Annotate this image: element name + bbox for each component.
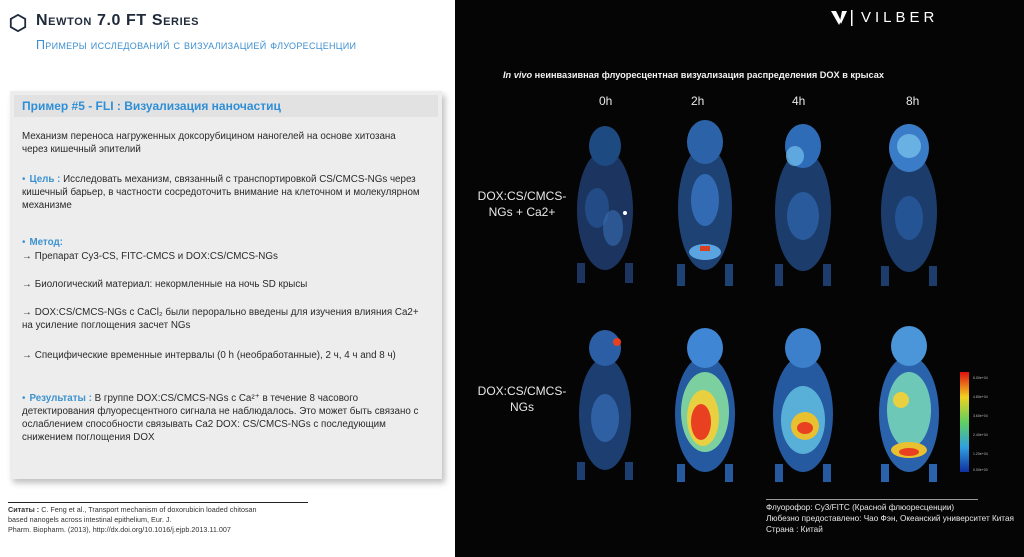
method-item-text: Биологический материал: некормленные на ночь SD крысы [34, 279, 308, 290]
method-item [22, 349, 424, 362]
colorbar-tick: 1.20e+04 [973, 452, 988, 456]
time-label-2h: 2h [691, 94, 705, 108]
colorbar-tick: 0.00e+00 [973, 468, 988, 472]
country-text: Страна : Китай [766, 525, 823, 534]
example-card [10, 91, 442, 479]
bullet-icon: • [22, 393, 26, 404]
fluorophore-text: Флуорофор: Cy3/FITC (Красной флюоресценции) [766, 503, 955, 512]
rat-image-row1-4h [765, 116, 841, 290]
method-item [22, 250, 424, 263]
citation-line: C. Feng et al., Transport mechanism of doxorubicin loaded chitosan [41, 505, 257, 514]
vilber-logo [830, 9, 990, 27]
arrow-icon: → [22, 350, 32, 361]
citation [8, 502, 308, 535]
results-label: Результаты : [29, 393, 92, 404]
bullet-icon: • [22, 237, 26, 248]
left-panel [0, 0, 455, 557]
citation-line: based nanogels across intestinal epithelium, Eur. J. [8, 515, 172, 524]
colorbar-tick: 3.60e+04 [973, 414, 988, 418]
citation-line: Pharm. Biopharm. (2013), http://dx.doi.org/10.1016/j.ejpb.2013.11.007 [8, 525, 231, 534]
footer-divider [766, 499, 978, 500]
time-label-8h: 8h [906, 94, 920, 108]
method-item [22, 306, 424, 332]
rat-image-row2-2h [667, 322, 743, 484]
method-item [22, 278, 424, 291]
figure-title-rest: неинвазивная флуоресцентная визуализация распределения DOX в крысах [532, 70, 884, 80]
colorbar-tick: 2.40e+04 [973, 433, 988, 437]
method-item-text: DOX:CS/CMCS-NGs с CaCl₂ были перорально введены для изучения влияния Ca2+ на усиление поглощения засчет NGs [22, 307, 419, 331]
rat-image-row1-0h [567, 118, 643, 288]
rat-image-row2-8h [871, 320, 947, 484]
vilber-logo-icon [830, 9, 856, 27]
page-title: Newton 7.0 FT Series [36, 12, 200, 29]
results-paragraph [22, 392, 424, 444]
time-label-0h: 0h [599, 94, 613, 108]
figure-title [503, 70, 884, 80]
hexagon-icon [9, 14, 27, 32]
logo-text: VILBER [861, 9, 939, 26]
time-label-4h: 4h [792, 94, 806, 108]
colorbar-tick: 6.00e+04 [973, 376, 988, 380]
page-subtitle: Примеры исследований с визуализацией флуоресценции [36, 38, 357, 52]
arrow-icon: → [22, 251, 32, 262]
courtesy-text: Любезно предоставлено: Чао Фэн, Океанский университет Китая [766, 514, 1014, 523]
arrow-icon: → [22, 307, 32, 318]
goal-text: Исследовать механизм, связанный с транспортировкой CS/CMCS-NGs через кишечный барьер, в частности сосредоточить внимание на клеточном и молекулярном механизме [22, 174, 420, 211]
method-item-text: Препарат Cy3-CS, FITC-CMCS и DOX:CS/CMCS-NGs [34, 251, 278, 262]
colorbar [960, 372, 969, 472]
row-label-ca: DOX:CS/CMCS-NGs + Ca2+ [477, 189, 567, 219]
colorbar-tick: 4.80e+04 [973, 395, 988, 399]
card-intro: Механизм переноса нагруженных доксорубицином наногелей на основе хитозана через кишечный эпителий [22, 131, 396, 155]
figure-title-italic: In vivo [503, 70, 533, 80]
arrow-icon: → [22, 279, 32, 290]
rat-image-row1-8h [871, 118, 947, 290]
goal-paragraph [22, 173, 424, 212]
results-text: В группе DOX:CS/CMCS-NGs с Ca²⁺ в течение 8 часового детектирования флуоресцентного сигнала не наблюдалось. Это может быть связано с ослаблением способности связывать Ca2 DOX: CS/CMCS-NGs с последующим снижением поглощения DOX [22, 393, 419, 443]
citation-label: Ситаты : [8, 505, 40, 514]
method-label: Метод: [29, 237, 63, 248]
rat-image-row1-2h [667, 112, 743, 290]
right-panel [455, 0, 1024, 557]
row-label-plain: DOX:CS/CMCS-NGs [477, 384, 567, 414]
rat-image-row2-4h [765, 322, 841, 484]
method-heading [22, 236, 424, 249]
card-heading: Пример #5 - FLI : Визуализация наночастиц [14, 95, 438, 117]
method-item-text: Специфические временные интервалы (0 h (необработанные), 2 ч, 4 ч and 8 ч) [34, 350, 396, 361]
figure-footer [766, 499, 1016, 535]
rat-image-row2-0h [567, 322, 643, 482]
bullet-icon: • [22, 174, 26, 185]
goal-label: Цель : [29, 174, 61, 185]
